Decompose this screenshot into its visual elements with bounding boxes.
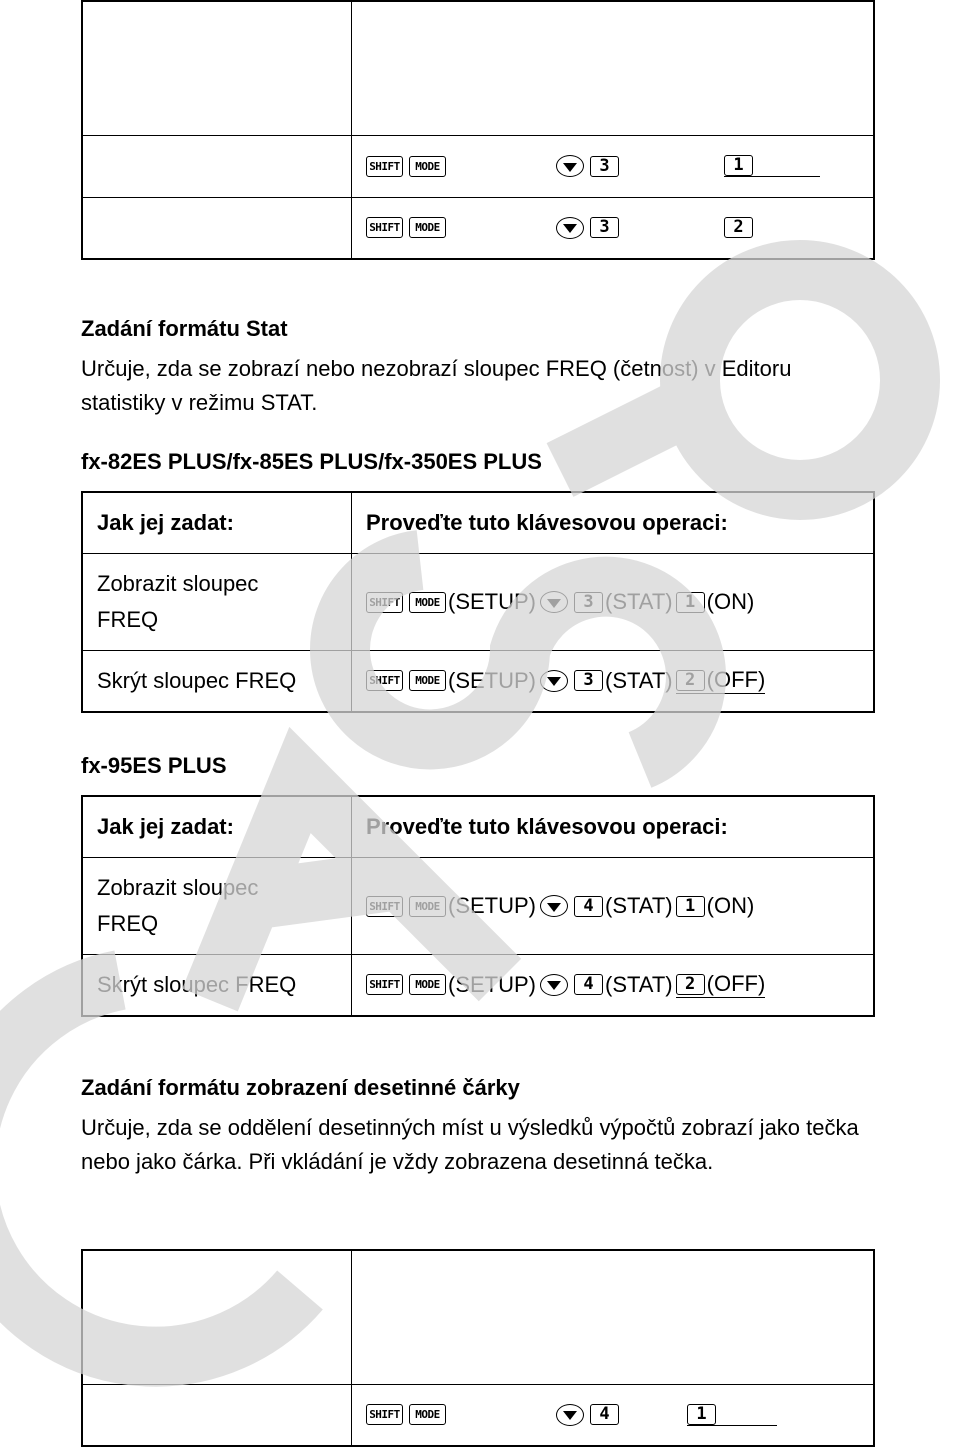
- key-3: 3: [574, 592, 603, 613]
- mode-key: MODE: [409, 896, 446, 917]
- mode-key: MODE: [409, 1404, 446, 1425]
- prev-table: [81, 0, 875, 260]
- row-hide-ops: SHIFT MODE (SETUP) 4 (STAT) 2 (OFF): [352, 955, 875, 1016]
- key-3: 3: [590, 156, 619, 177]
- table1-title: fx-82ES PLUS/fx-85ES PLUS/fx-350ES PLUS: [81, 449, 542, 474]
- key-4: 4: [590, 1404, 619, 1425]
- row-show-ops: SHIFT MODE (SETUP) 4 (STAT) 1 (ON): [352, 858, 875, 955]
- decimal-format-description: Určuje, zda se oddělení desetinných míst u výsledků výpočtů zobrazí jako tečka nebo jako čárka. Při vkládání je vždy zobrazena desetinná tečka.: [81, 1115, 859, 1174]
- cursor-down-icon: [556, 217, 584, 239]
- row-hide-ops: SHIFT MODE (SETUP) 3 (STAT) 2 (OFF): [352, 651, 875, 712]
- key-1: 1: [724, 155, 753, 176]
- mode-key: MODE: [409, 974, 446, 995]
- key-1: 1: [687, 1404, 716, 1425]
- key-1: 1: [676, 592, 705, 613]
- cursor-down-icon: [556, 1404, 584, 1426]
- shift-key: SHIFT: [366, 156, 403, 177]
- shift-key: SHIFT: [366, 974, 403, 995]
- key-1: 1: [676, 896, 705, 917]
- mode-key: MODE: [409, 217, 446, 238]
- row-show-ops: SHIFT MODE (SETUP) 3 (STAT) 1 (ON): [352, 554, 875, 651]
- row-hide-label: Skrýt sloupec FREQ: [82, 955, 352, 1016]
- shift-key: SHIFT: [366, 592, 403, 613]
- row-show-label: Zobrazit sloupec FREQ: [82, 858, 352, 955]
- key-4: 4: [574, 974, 603, 995]
- key-2: 2: [676, 974, 705, 995]
- col-operation: Proveďte tuto klávesovou operaci:: [352, 492, 875, 554]
- mode-key: MODE: [409, 670, 446, 691]
- col-how: Jak jej zadat:: [82, 796, 352, 858]
- cursor-down-icon: [540, 895, 568, 917]
- cursor-down-icon: [540, 591, 568, 613]
- shift-key: SHIFT: [366, 670, 403, 691]
- table2-title: fx-95ES PLUS: [81, 753, 227, 778]
- key-4: 4: [574, 896, 603, 917]
- key-2: 2: [676, 670, 705, 691]
- stat-table-95es: [81, 795, 875, 1017]
- col-operation: Proveďte tuto klávesovou operaci:: [352, 796, 875, 858]
- shift-key: SHIFT: [366, 896, 403, 917]
- mode-key: MODE: [409, 156, 446, 177]
- row-show-label: Zobrazit sloupec FREQ: [82, 554, 352, 651]
- cursor-down-icon: [540, 670, 568, 692]
- col-how: Jak jej zadat:: [82, 492, 352, 554]
- row-hide-label: Skrýt sloupec FREQ: [82, 651, 352, 712]
- cursor-down-icon: [556, 155, 584, 177]
- shift-key: SHIFT: [366, 217, 403, 238]
- key-3: 3: [574, 670, 603, 691]
- key-3: 3: [590, 217, 619, 238]
- decimal-table: [81, 1249, 875, 1447]
- stat-table-82es: [81, 491, 875, 713]
- cursor-down-icon: [540, 974, 568, 996]
- mode-key: MODE: [409, 592, 446, 613]
- shift-key: SHIFT: [366, 1404, 403, 1425]
- stat-format-heading: Zadání formátu Stat: [81, 316, 288, 341]
- stat-format-description: Určuje, zda se zobrazí nebo nezobrazí sloupec FREQ (četnost) v Editoru statistiky v režimu STAT.: [81, 356, 792, 415]
- decimal-format-heading: Zadání formátu zobrazení desetinné čárky: [81, 1075, 520, 1100]
- key-2: 2: [724, 217, 753, 238]
